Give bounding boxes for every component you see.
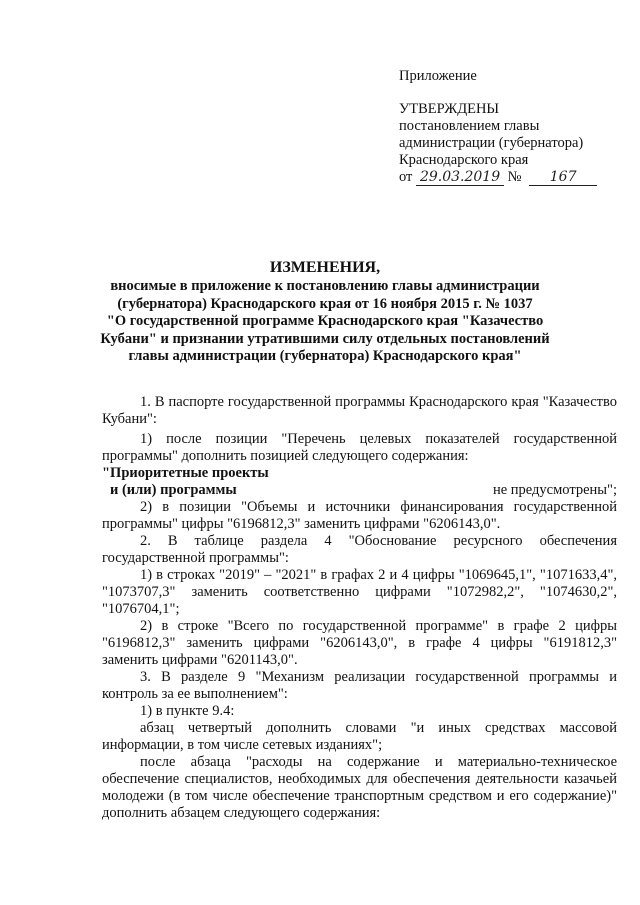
inserted-position-label: и (или) программы	[110, 482, 237, 498]
paragraph: 1) после позиции "Перечень целевых показателей государственной программы" дополнить позицией следующего содержания:	[102, 431, 617, 464]
inserted-position	[102, 465, 617, 499]
approval-block	[399, 68, 629, 186]
paragraph: 2. В таблице раздела 4 "Обоснование ресурсного обеспечения государственной программы":	[102, 533, 617, 566]
title-line: "О государственной программе Краснодарского края "Казачество	[106, 313, 544, 330]
date-prefix: от	[399, 169, 413, 185]
paragraph: после абзаца "расходы на содержание и материально-техническое обеспечение специалистов, необходимых для обеспечения деятельности казачьей молодежи (в том числе обеспечение транспортным средством и его содержание)" дополнить абзацем следующего содержания:	[102, 754, 617, 821]
paragraph: 1) в пункте 9.4:	[140, 703, 235, 719]
paragraph: 2) в строке "Всего по государственной программе" в графе 2 цифры "6196812,3" заменить цифрами "6206143,0", в графе 4 цифры "6191812,3" заменить цифрами "6201143,0".	[102, 618, 617, 668]
paragraph: 2) в позиции "Объемы и источники финансирования государственной программы" цифры "6196812,3" заменить цифрами "6206143,0".	[102, 499, 617, 532]
approved-by-line: постановлением главы	[399, 118, 540, 134]
handwritten-number: 167	[529, 170, 597, 186]
inserted-position-label: "Приоритетные проекты	[102, 465, 269, 481]
paragraph: 3. В разделе 9 "Механизм реализации государственной программы и контроль за ее выполнением":	[102, 669, 617, 702]
approved-heading: УТВЕРЖДЕНЫ	[399, 101, 500, 117]
title-line: (губернатора) Краснодарского края от 16 ноября 2015 г. № 1037	[117, 295, 533, 312]
title-line: Кубани" и признании утратившими силу отдельных постановлений	[100, 330, 550, 347]
paragraph: 1. В паспорте государственной программы Краснодарского края "Казачество Кубани":	[102, 394, 617, 427]
date-number-line	[399, 169, 629, 186]
title-line: вносимые в приложение к постановлению главы администрации	[110, 278, 540, 294]
document-title	[90, 258, 560, 366]
handwritten-date: 29.03.2019	[416, 170, 504, 186]
appendix-label: Приложение	[399, 68, 477, 84]
document-body	[102, 394, 617, 822]
title-main: ИЗМЕНЕНИЯ,	[269, 259, 381, 276]
approved-by-line: Краснодарского края	[399, 152, 529, 168]
number-prefix: №	[507, 169, 522, 185]
approved-by-line: администрации (губернатора)	[399, 135, 584, 151]
title-line: главы администрации (губернатора) Краснодарского края"	[128, 348, 522, 365]
inserted-position-value: не предусмотрены";	[492, 482, 617, 498]
paragraph: 1) в строках "2019" – "2021" в графах 2 и 4 цифры "1069645,1", "1071633,4", "1073707,3" заменить соответственно цифрами "1072982,2", "1074630,2", "1076704,1";	[102, 567, 617, 617]
paragraph: абзац четвертый дополнить словами "и иных средствах массовой информации, в том числе сетевых изданиях";	[102, 720, 617, 753]
